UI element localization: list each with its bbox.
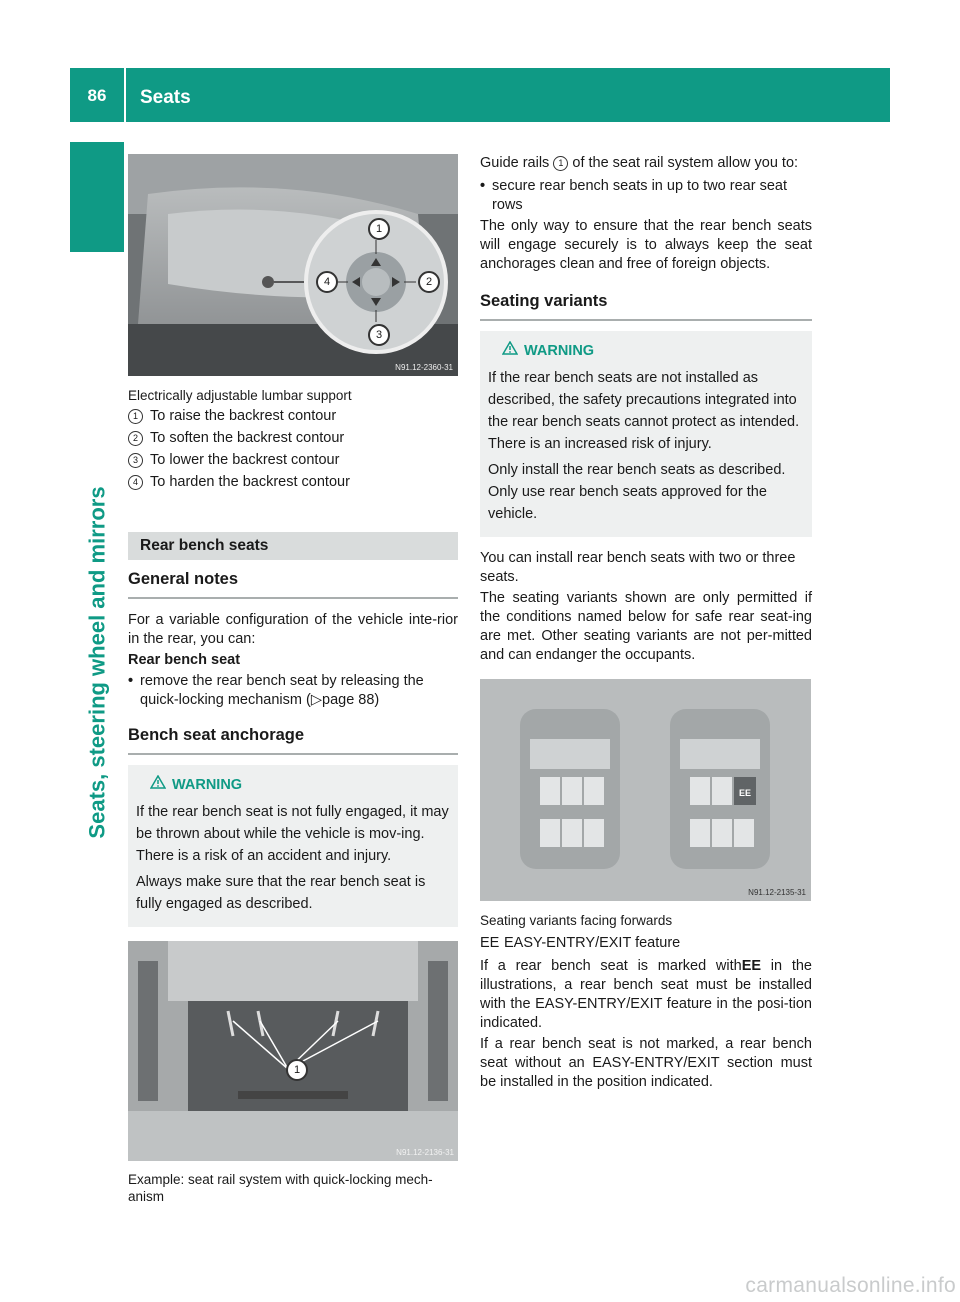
legend-text: To raise the backrest contour <box>150 408 337 424</box>
legend-num: 3 <box>128 453 143 468</box>
body-text-part: If a rear bench seat is marked with <box>480 958 742 974</box>
bullet-text: remove the rear bench seat by releasing the quick-locking mechanism ( <box>140 673 424 708</box>
right-column <box>480 154 812 1092</box>
legend-list <box>128 407 458 492</box>
legend-text: To harden the backrest contour <box>150 474 350 490</box>
body-text: You can install rear bench seats with two or three seats. <box>480 550 796 585</box>
legend-item <box>128 473 458 492</box>
ee-tag: EE <box>738 788 752 798</box>
legend-num: 2 <box>128 431 143 446</box>
ee-bold: EE <box>741 958 762 974</box>
image-code: N91.12-2136-31 <box>396 1148 454 1157</box>
body-text <box>480 957 812 1033</box>
warning-box <box>480 331 812 537</box>
seating-variants-heading: Seating variants <box>480 292 812 321</box>
warning-title-text: WARNING <box>524 342 595 359</box>
header-bar <box>70 68 890 122</box>
warning-text: If the rear bench seats are not installed as described, the safety precautions integrated into the rear bench seats cannot protect as intended. There is an increased risk of injury. <box>488 370 800 452</box>
guide-rails-part: Guide rails <box>480 155 550 171</box>
left-column <box>128 154 458 1205</box>
bullet-text: secure rear bench seats in up to two rear seat rows <box>492 178 787 213</box>
ee-legend-text: EASY-ENTRY/EXIT feature <box>504 935 681 951</box>
side-tab-marker <box>70 142 124 252</box>
legend-item <box>128 451 458 470</box>
legend-text: To soften the backrest contour <box>150 430 345 446</box>
general-notes-heading: General notes <box>128 570 458 599</box>
general-notes-text: For a variable configuration of the vehicle inte-rior in the rear, you can: <box>128 612 458 647</box>
warning-title <box>150 775 450 795</box>
callout-4: 4 <box>316 271 338 293</box>
body-text: The only way to ensure that the rear bench seats will engage securely is to always keep the seat anchorages clean and free of foreign objects. <box>480 218 812 272</box>
image-code: N91.12-2135-31 <box>748 888 806 897</box>
legend-num: 4 <box>128 475 143 490</box>
ee-legend <box>480 934 812 953</box>
section-band <box>128 532 458 560</box>
figure-caption: Electrically adjustable lumbar support <box>128 388 352 403</box>
page-ref-link[interactable]: page 88) <box>322 692 380 708</box>
warning-box <box>128 765 458 927</box>
warning-title-text: WARNING <box>172 776 243 793</box>
warning-title <box>502 341 804 361</box>
bullet-item: • secure rear bench seats in up to two rear seat rows <box>480 177 812 215</box>
footer-watermark: carmanualsonline.info <box>745 1274 956 1297</box>
warning-triangle-icon <box>502 341 518 361</box>
seating-variants-illustration <box>480 679 811 901</box>
body-text-part: in the illustrations, a rear bench seat must be installed with the EASY-ENTRY/EXIT feature in the posi-tion indicated. <box>480 958 812 1031</box>
side-chapter-tab <box>70 142 124 1072</box>
section-title: Rear bench seats <box>140 537 269 554</box>
seating-variants-image <box>480 679 811 901</box>
warning-text: Only install the rear bench seats as described. Only use rear bench seats approved for the vehicle. <box>488 462 786 522</box>
chapter-label: Seats, steering wheel and mirrors <box>84 485 110 839</box>
callout-1: 1 <box>286 1059 308 1081</box>
image-code: N91.12-2360-31 <box>395 363 453 372</box>
bullet-item: • remove the rear bench seat by releasing the quick-locking mechanism (▷page 88) <box>128 673 424 708</box>
guide-rails-part: of the seat rail system allow you to: <box>572 155 799 171</box>
legend-text: To lower the backrest contour <box>150 452 340 468</box>
page-title: Seats <box>140 87 191 108</box>
warning-triangle-icon <box>150 775 166 795</box>
seat-rail-illustration <box>128 941 458 1161</box>
legend-num: 1 <box>128 409 143 424</box>
body-text: The seating variants shown are only permitted if the conditions named below for safe rear seat-ing are met. Other seating variants are not per-mitted and can endanger the occupants. <box>480 590 812 663</box>
callout-1: 1 <box>368 218 390 240</box>
anchorage-heading: Bench seat anchorage <box>128 726 458 755</box>
body-text: If a rear bench seat is not marked, a rear bench seat without an EASY-ENTRY/EXIT section must be installed in the position indicated. <box>480 1036 812 1090</box>
figure-caption: Seating variants facing forwards <box>480 913 673 928</box>
page-ref-icon: ▷ <box>310 692 322 708</box>
lumbar-support-illustration <box>128 154 458 376</box>
warning-text: Always make sure that the rear bench seat is fully engaged as described. <box>136 874 426 912</box>
page-number: 86 <box>70 68 126 122</box>
warning-text: If the rear bench seat is not fully engaged, it may be thrown about while the vehicle is mov-ing. There is a risk of an accident and injury. <box>136 804 449 864</box>
ee-legend-code: EE <box>480 935 500 951</box>
legend-item <box>128 407 458 426</box>
lumbar-support-image <box>128 154 458 376</box>
rear-bench-seat-label: Rear bench seat <box>128 652 241 668</box>
figure-caption: Example: seat rail system with quick-locking mech-anism <box>128 1172 433 1204</box>
legend-item <box>128 429 458 448</box>
callout-ref: 1 <box>553 156 568 171</box>
callout-3: 3 <box>368 324 390 346</box>
callout-2: 2 <box>418 271 440 293</box>
seat-rail-image <box>128 941 458 1161</box>
guide-rails-text <box>480 154 812 173</box>
